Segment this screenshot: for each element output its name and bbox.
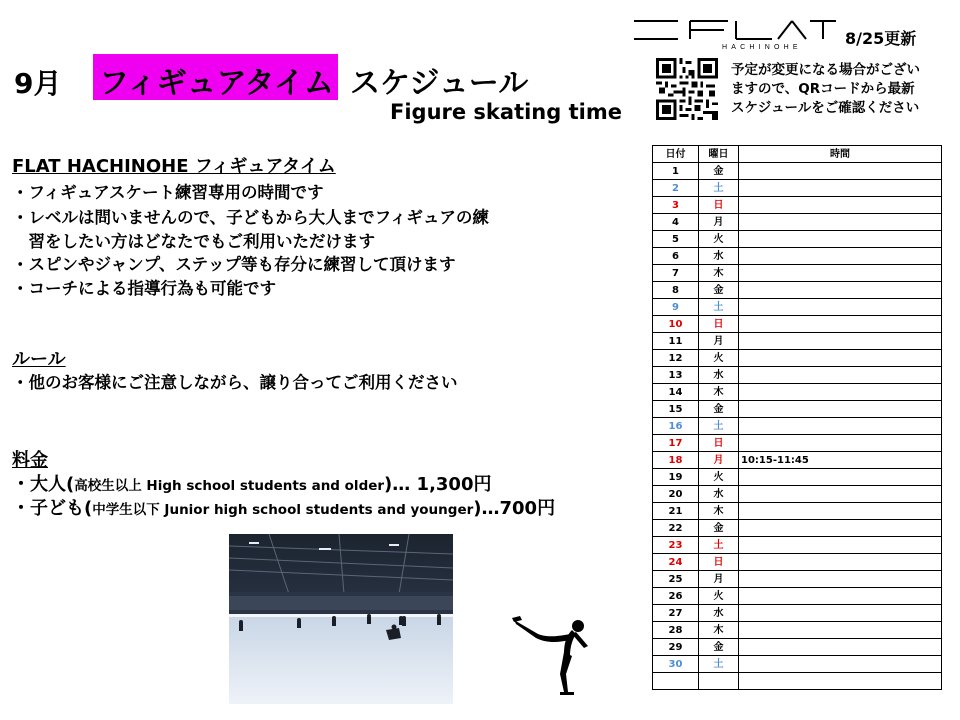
schedule-date-cell: 5 <box>653 231 699 248</box>
schedule-weekday-cell: 水 <box>699 486 739 503</box>
schedule-row <box>653 639 942 656</box>
intro-line: ・フィギュアスケート練習専用の時間です <box>12 183 324 202</box>
fee-child-prefix: ・子ども( <box>12 498 93 519</box>
schedule-weekday-cell: 土 <box>699 418 739 435</box>
schedule-row <box>653 656 942 673</box>
schedule-weekday-cell: 月 <box>699 214 739 231</box>
schedule-time-cell <box>739 350 942 367</box>
schedule-time-cell <box>739 520 942 537</box>
schedule-row <box>653 452 942 469</box>
intro-line: ・レベルは問いませんので、子どもから大人までフィギュアの練 <box>12 208 489 227</box>
schedule-time-cell <box>739 639 942 656</box>
schedule-time-cell <box>739 656 942 673</box>
rules-title: ルール <box>12 349 66 370</box>
schedule-time-cell <box>739 316 942 333</box>
schedule-weekday-cell <box>699 673 739 690</box>
schedule-date-cell: 13 <box>653 367 699 384</box>
fee-adult <box>12 470 491 496</box>
schedule-row <box>653 163 942 180</box>
rules-line: ・他のお客様にご注意しながら、譲り合ってご利用ください <box>12 373 458 392</box>
intro-line: ・コーチによる指導行為も可能です <box>12 279 276 298</box>
schedule-date-cell: 25 <box>653 571 699 588</box>
schedule-row <box>653 299 942 316</box>
schedule-row <box>653 180 942 197</box>
notice-line: 予定が変更になる場合がござい <box>731 62 920 78</box>
schedule-date-cell: 2 <box>653 180 699 197</box>
schedule-row <box>653 333 942 350</box>
schedule-row <box>653 605 942 622</box>
intro-line: 習をしたい方はどなたでもご利用いただけます <box>12 232 375 251</box>
schedule-table <box>652 145 942 690</box>
schedule-time-cell <box>739 673 942 690</box>
schedule-row <box>653 418 942 435</box>
schedule-row <box>653 554 942 571</box>
update-date: 8/25更新 <box>845 29 917 48</box>
schedule-weekday-cell: 金 <box>699 401 739 418</box>
fees-title: 料金 <box>12 450 48 471</box>
intro-title: FLAT HACHINOHE フィギュアタイム <box>12 156 336 177</box>
fee-adult-prefix: ・大人( <box>12 474 75 495</box>
schedule-time-cell <box>739 435 942 452</box>
schedule-time-cell <box>739 503 942 520</box>
schedule-row <box>653 197 942 214</box>
schedule-row <box>653 384 942 401</box>
flat-hachinohe-logo <box>632 18 836 50</box>
schedule-weekday-cell: 木 <box>699 265 739 282</box>
schedule-time-cell <box>739 418 942 435</box>
qr-code-icon[interactable] <box>656 58 718 120</box>
schedule-row <box>653 503 942 520</box>
schedule-weekday-cell: 火 <box>699 588 739 605</box>
schedule-weekday-cell: 日 <box>699 554 739 571</box>
schedule-row <box>653 214 942 231</box>
schedule-time-cell <box>739 554 942 571</box>
header-weekday: 曜日 <box>699 146 739 163</box>
schedule-time-cell: 10:15-11:45 <box>739 452 942 469</box>
schedule-time-cell <box>739 401 942 418</box>
schedule-date-cell: 28 <box>653 622 699 639</box>
schedule-time-cell <box>739 197 942 214</box>
schedule-time-cell <box>739 537 942 554</box>
schedule-row <box>653 282 942 299</box>
schedule-row <box>653 367 942 384</box>
schedule-weekday-cell: 土 <box>699 180 739 197</box>
schedule-weekday-cell: 木 <box>699 622 739 639</box>
schedule-row <box>653 571 942 588</box>
subtitle: Figure skating time <box>390 100 622 124</box>
schedule-weekday-cell: 木 <box>699 503 739 520</box>
schedule-date-cell: 21 <box>653 503 699 520</box>
schedule-weekday-cell: 金 <box>699 639 739 656</box>
schedule-date-cell: 15 <box>653 401 699 418</box>
schedule-time-cell <box>739 571 942 588</box>
schedule-date-cell: 3 <box>653 197 699 214</box>
title-month: 9月 <box>14 67 62 100</box>
schedule-time-cell <box>739 299 942 316</box>
schedule-date-cell: 8 <box>653 282 699 299</box>
schedule-row <box>653 350 942 367</box>
schedule-weekday-cell: 金 <box>699 282 739 299</box>
schedule-time-cell <box>739 180 942 197</box>
schedule-row <box>653 622 942 639</box>
schedule-date-cell: 18 <box>653 452 699 469</box>
schedule-time-cell <box>739 622 942 639</box>
schedule-time-cell <box>739 367 942 384</box>
schedule-time-cell <box>739 265 942 282</box>
schedule-date-cell: 14 <box>653 384 699 401</box>
skater-silhouette-icon <box>510 612 600 698</box>
schedule-row <box>653 588 942 605</box>
schedule-date-cell: 4 <box>653 214 699 231</box>
fee-adult-note: 高校生以上 High school students and older <box>74 478 385 494</box>
schedule-weekday-cell: 日 <box>699 316 739 333</box>
qr-notice <box>731 61 953 118</box>
schedule-date-cell: 23 <box>653 537 699 554</box>
schedule-row <box>653 520 942 537</box>
schedule-time-cell <box>739 469 942 486</box>
schedule-date-cell: 6 <box>653 248 699 265</box>
schedule-date-cell: 30 <box>653 656 699 673</box>
schedule-weekday-cell: 土 <box>699 656 739 673</box>
schedule-date-cell: 9 <box>653 299 699 316</box>
schedule-weekday-cell: 火 <box>699 231 739 248</box>
intro-line: ・スピンやジャンプ、ステップ等も存分に練習して頂けます <box>12 255 456 274</box>
schedule-date-cell <box>653 673 699 690</box>
schedule-time-cell <box>739 282 942 299</box>
schedule-weekday-cell: 火 <box>699 350 739 367</box>
fee-child <box>12 494 555 520</box>
schedule-weekday-cell: 木 <box>699 384 739 401</box>
schedule-time-cell <box>739 214 942 231</box>
schedule-row <box>653 537 942 554</box>
notice-line: ますので、QRコードから最新 <box>731 81 915 97</box>
schedule-weekday-cell: 月 <box>699 571 739 588</box>
schedule-date-cell: 20 <box>653 486 699 503</box>
ice-rink-photo <box>229 534 453 704</box>
title-rest: スケジュール <box>350 66 529 101</box>
schedule-row <box>653 316 942 333</box>
header-time: 時間 <box>739 146 942 163</box>
logo-subtext: HACHINOHE <box>722 44 802 50</box>
schedule-row <box>653 469 942 486</box>
schedule-time-cell <box>739 231 942 248</box>
schedule-time-cell <box>739 605 942 622</box>
schedule-row <box>653 248 942 265</box>
schedule-weekday-cell: 月 <box>699 452 739 469</box>
schedule-date-cell: 19 <box>653 469 699 486</box>
schedule-time-cell <box>739 486 942 503</box>
fee-child-price: )…700円 <box>473 498 556 519</box>
schedule-weekday-cell: 土 <box>699 299 739 316</box>
schedule-row <box>653 435 942 452</box>
schedule-time-cell <box>739 333 942 350</box>
schedule-weekday-cell: 土 <box>699 537 739 554</box>
schedule-weekday-cell: 月 <box>699 333 739 350</box>
schedule-row <box>653 486 942 503</box>
schedule-time-cell <box>739 248 942 265</box>
schedule-weekday-cell: 日 <box>699 435 739 452</box>
schedule-weekday-cell: 火 <box>699 469 739 486</box>
schedule-weekday-cell: 水 <box>699 605 739 622</box>
schedule-weekday-cell: 日 <box>699 197 739 214</box>
schedule-weekday-cell: 水 <box>699 367 739 384</box>
title-highlight: フィギュアタイム <box>93 54 338 100</box>
schedule-date-cell: 17 <box>653 435 699 452</box>
header-date: 日付 <box>653 146 699 163</box>
schedule-row <box>653 231 942 248</box>
schedule-header-row <box>653 146 942 163</box>
schedule-time-cell <box>739 163 942 180</box>
schedule-row <box>653 265 942 282</box>
schedule-row <box>653 401 942 418</box>
schedule-time-cell <box>739 588 942 605</box>
schedule-row <box>653 673 942 690</box>
schedule-date-cell: 11 <box>653 333 699 350</box>
schedule-date-cell: 1 <box>653 163 699 180</box>
schedule-weekday-cell: 金 <box>699 163 739 180</box>
fee-adult-price: )… 1,300円 <box>384 474 492 495</box>
schedule-date-cell: 26 <box>653 588 699 605</box>
schedule-date-cell: 10 <box>653 316 699 333</box>
schedule-date-cell: 29 <box>653 639 699 656</box>
schedule-date-cell: 27 <box>653 605 699 622</box>
schedule-date-cell: 12 <box>653 350 699 367</box>
schedule-date-cell: 22 <box>653 520 699 537</box>
schedule-date-cell: 16 <box>653 418 699 435</box>
schedule-time-cell <box>739 384 942 401</box>
schedule-date-cell: 7 <box>653 265 699 282</box>
schedule-date-cell: 24 <box>653 554 699 571</box>
schedule-weekday-cell: 水 <box>699 248 739 265</box>
schedule-weekday-cell: 金 <box>699 520 739 537</box>
fee-child-note: 中学生以下 Junior high school students and younger <box>92 502 474 518</box>
notice-line: スケジュールをご確認ください <box>731 100 920 116</box>
